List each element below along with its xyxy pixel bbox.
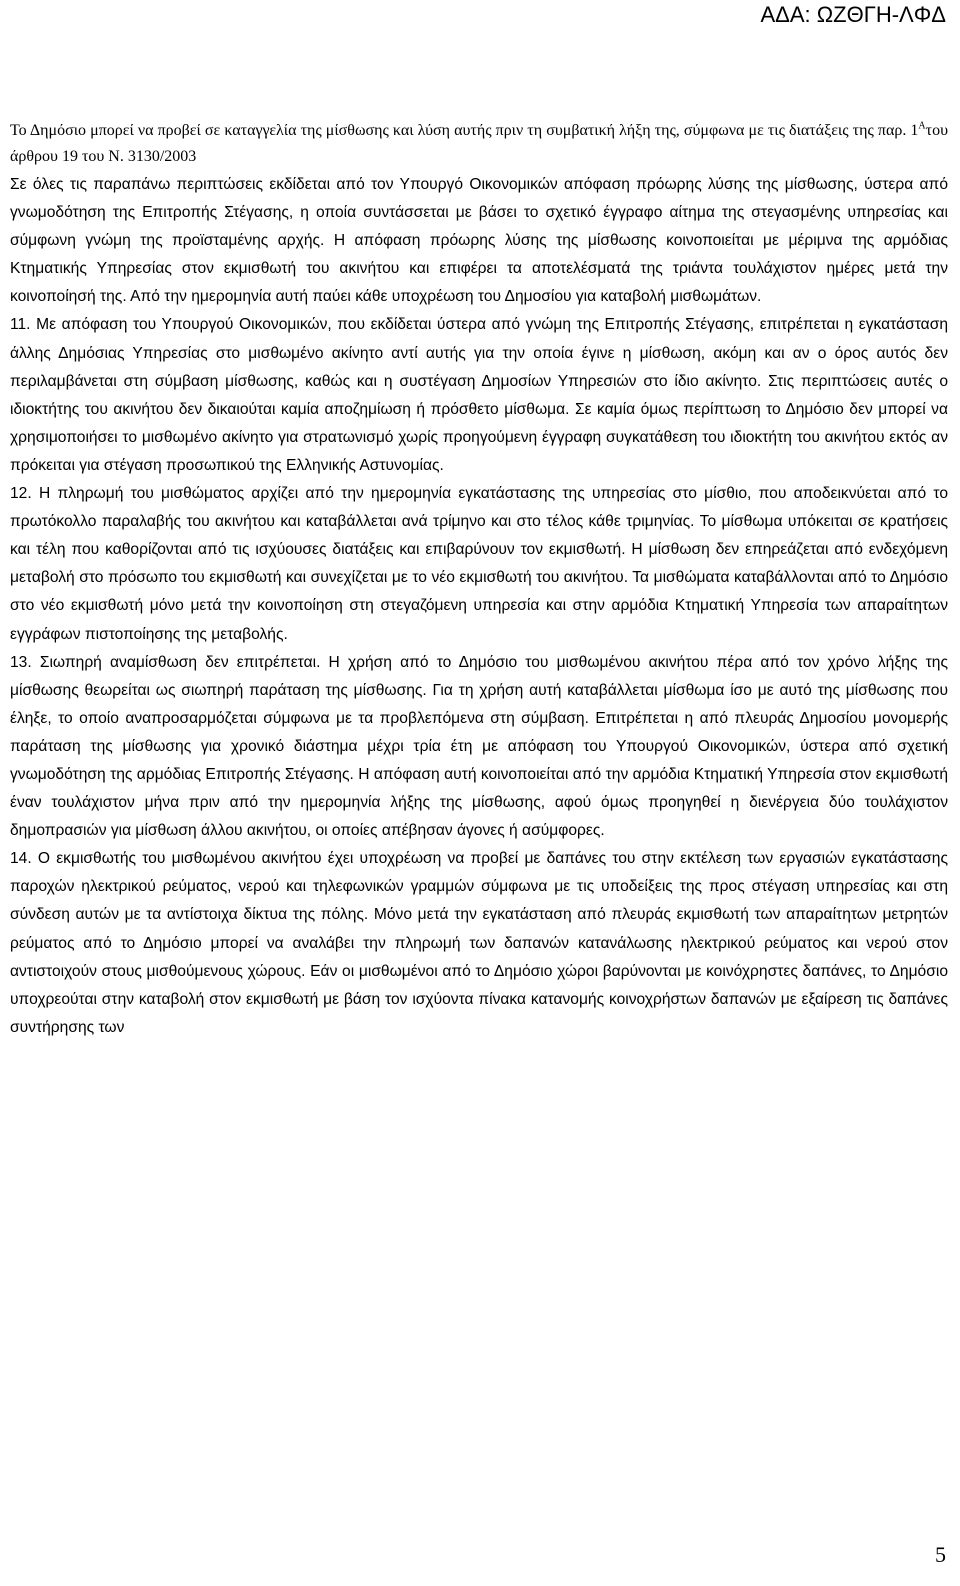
intro-paragraph (10, 118, 948, 170)
paragraph-early-termination: Σε όλες τις παραπάνω περιπτώσεις εκδίδεται από τον Υπουργό Οικονομικών απόφαση πρόωρης λύσης της μίσθωσης, ύστερα από γνωμοδότηση της Επιτροπής Στέγασης, η οποία συντάσσεται με βάσει το σχετικό έγγραφο αίτημα της στεγασμένης υπηρεσίας και σύμφωνη γνώμη της προϊσταμένης αρχής. Η απόφαση πρόωρης λύσης της μίσθωσης κοινοποιείται με μέριμνα της αρμόδιας Κτηματικής Υπηρεσίας στον εκμισθωτή του ακινήτου και επιφέρει τα αποτελέσματά της τριάντα τουλάχιστον ημέρες μετά την κοινοποίησή της. Από την ημερομηνία αυτή παύει κάθε υποχρέωση του Δημοσίου για καταβολή μισθωμάτων. (10, 176, 948, 306)
intro-text-part1: Το Δημόσιο μπορεί να προβεί σε καταγγελία της μίσθωσης και λύση αυτής πριν τη συμβατική λήξη της, σύμφωνα με τις διατάξεις της παρ. 1 (10, 122, 919, 139)
intro-superscript: Α (918, 120, 926, 132)
page-number: 5 (935, 1542, 946, 1567)
paragraph-12: 12. Η πληρωμή του μισθώματος αρχίζει από την ημερομηνία εγκατάστασης της υπηρεσίας στο μίσθιο, που αποδεικνύεται από το πρωτόκολλο παραλαβής του ακινήτου και καταβάλλεται ανά τρίμηνο και στο τέλος κάθε τριμηνίας. Το μίσθωμα υπόκειται σε κρατήσεις και τέλη που καθορίζονται από τις ισχύουσες διατάξεις και επιβαρύνουν τον εκμισθωτή. Η μίσθωση δεν επηρεάζεται από ενδεχόμενη μεταβολή στο πρόσωπο του εκμισθωτή και συνεχίζεται με το νέο εκμισθωτή του ακινήτου. Τα μισθώματα καταβάλλονται από το Δημόσιο στο νέο εκμισθωτή μόνο μετά την κοινοποίηση στη στεγαζόμενη υπηρεσία και στην αρμόδια Κτηματική Υπηρεσία των απαραίτητων εγγράφων πιστοποίησης της μεταβολής. (10, 485, 948, 643)
paragraph-11: 11. Με απόφαση του Υπουργού Οικονομικών, που εκδίδεται ύστερα από γνώμη της Επιτροπής Στέγασης, επιτρέπεται η εγκατάσταση άλλης Δημόσιας Υπηρεσίας στο μισθωμένο ακίνητο αντί αυτής για την οποία έγινε η μίσθωση, ακόμη και αν ο όρος αυτός δεν περιλαμβάνεται στη σύμβαση μίσθωσης, καθώς και η συστέγαση Δημοσίων Υπηρεσιών στο ίδιο ακίνητο. Στις περιπτώσεις αυτές ο ιδιοκτήτης του ακινήτου δεν δικαιούται καμία αποζημίωση ή πρόσθετο μίσθωμα. Σε καμία όμως περίπτωση το Δημόσιο δεν μπορεί να χρησιμοποιήσει το μισθωμένο ακίνητο για στρατωνισμό χωρίς προηγούμενη έγγραφη συγκατάθεση του ιδιοκτήτη του ακινήτου εκτός αν πρόκειται για στέγαση προσωπικού της Ελληνικής Αστυνομίας. (10, 316, 948, 474)
paragraph-14: 14. Ο εκμισθωτής του μισθωμένου ακινήτου έχει υποχρέωση να προβεί με δαπάνες του στην εκτέλεση των εργασιών εγκατάστασης παροχών ηλεκτρικού ρεύματος, νερού και τηλεφωνικών γραμμών σύμφωνα με τις υποδείξεις της προς στέγαση υπηρεσίας και στη σύνδεση αυτών με τα αντίστοιχα δίκτυα της πόλης. Μόνο μετά την εγκατάσταση από πλευράς εκμισθωτή των απαραίτητων μετρητών ρεύματος από το Δημόσιο μπορεί να αναλάβει την πληρωμή των δαπανών κατανάλωσης ηλεκτρικού ρεύματος και νερού στον αντιστοιχούν στους μισθούμενους χώρους. Εάν οι μισθωμένοι από το Δημόσιο χώροι βαρύνονται με κοινόχρηστες δαπάνες, το Δημόσιο υποχρεούται στην καταβολή στον εκμισθωτή με βάση τον ισχύοντα πίνακα κατανομής κοινοχρήστων δαπανών με εξαίρεση τις δαπάνες συντήρησης των (10, 850, 948, 1036)
body-text (10, 171, 948, 1042)
intro-text-part2: του άρθρου 19 του Ν. 3130/2003 (10, 122, 948, 165)
paragraph-13: 13. Σιωπηρή αναμίσθωση δεν επιτρέπεται. Η χρήση από το Δημόσιο του μισθωμένου ακινήτου πέρα από τον χρόνο λήξης της μίσθωσης θεωρείται ως σιωπηρή παράταση της μίσθωσης. Για τη χρήση αυτή καταβάλλεται μίσθωμα ίσο με αυτό της μίσθωσης που έληξε, το οποίο αναπροσαρμόζεται σύμφωνα με τα προβλεπόμενα στη σύμβαση. Επιτρέπεται η από πλευράς Δημοσίου μονομερής παράταση της μίσθωσης για χρονικό διάστημα μέχρι τρία έτη με απόφαση του Υπουργού Οικονομικών, ύστερα από σχετική γνωμοδότηση της αρμόδιας Επιτροπής Στέγασης. Η απόφαση αυτή κοινοποιείται από την αρμόδια Κτηματική Υπηρεσία στον εκμισθωτή έναν τουλάχιστον μήνα πριν από την ημερομηνία λήξης της μίσθωσης, αφού όμως προηγηθεί η διενέργεια δύο τουλάχιστον δημοπρασιών για μίσθωση άλλου ακινήτου, οι οποίες απέβησαν άγονες ή ασύμφορες. (10, 653, 948, 840)
page-header-ada: ΑΔΑ: ΩΖΘΓΗ-ΛΦΔ (760, 2, 946, 27)
